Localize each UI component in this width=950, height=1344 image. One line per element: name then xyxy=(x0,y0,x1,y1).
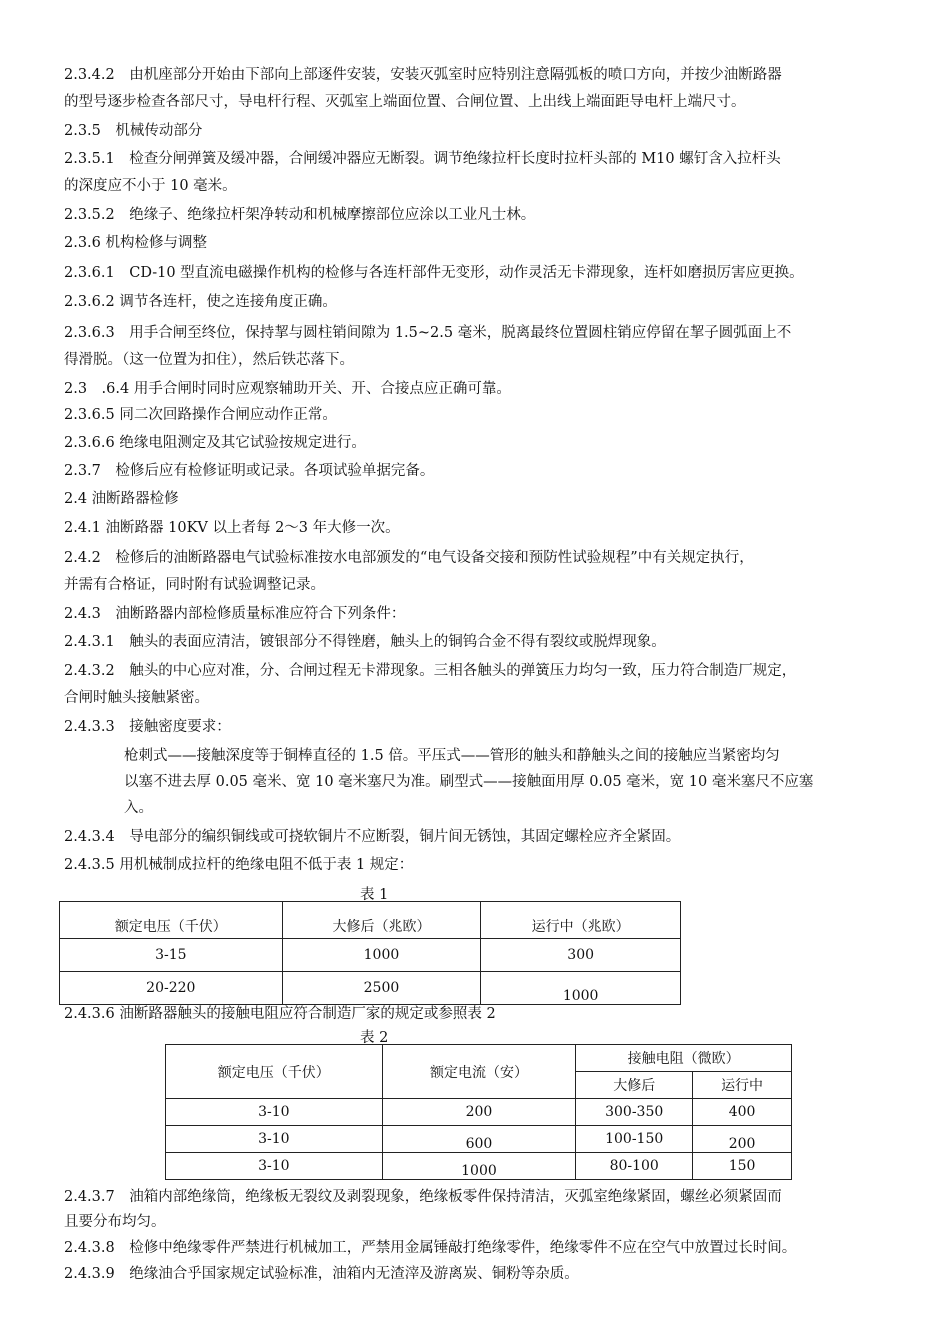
text-line: 2.3.6.2 调节各连杆，使之连接角度正确。 xyxy=(64,294,337,310)
text-line: 2.3.5.1 检查分闸弹簧及缓冲器，合闸缓冲器应无断裂。调节绝缘拉杆长度时拉杆头部的 M10 螺钉含入拉杆头 xyxy=(64,151,781,167)
text-line: 且要分布均匀。 xyxy=(64,1214,166,1230)
text-line: 的深度应不小于 10 毫米。 xyxy=(64,178,237,194)
text-line: 2.4.1 油断路器 10KV 以上者每 2〜3 年大修一次。 xyxy=(64,520,400,536)
table-header-cell: 额定电压（千伏） xyxy=(166,1045,383,1099)
table-cell: 3-10 xyxy=(166,1126,383,1153)
table-row xyxy=(166,1153,792,1180)
text-line: 2.4.3.5 用机械制成拉杆的绝缘电阻不低于表 1 规定： xyxy=(64,857,414,873)
table-cell: 80-100 xyxy=(576,1153,693,1180)
table-header-cell: 大修后（兆欧） xyxy=(282,902,481,939)
text-line: 2.3.7 检修后应有检修证明或记录。各项试验单据完备。 xyxy=(64,463,435,479)
table-cell: 600 xyxy=(382,1126,576,1153)
text-line: 2.3.6.5 同二次回路操作合闸应动作正常。 xyxy=(64,407,337,423)
table-row xyxy=(60,972,681,1005)
text-line: 的型号逐步检查各部尺寸，导电杆行程、灭弧室上端面位置、合闸位置、上出线上端面距导电杆上端尺寸。 xyxy=(64,94,746,110)
table-header-cell: 大修后 xyxy=(576,1072,693,1099)
text-line: 2.3.6.6 绝缘电阻测定及其它试验按规定进行。 xyxy=(64,435,366,451)
table-row xyxy=(166,1126,792,1153)
section-heading: 2.3.6 机构检修与调整 xyxy=(64,235,208,251)
text-line: 2.4.2 检修后的油断路器电气试验标准按水电部颁发的“电气设备交接和预防性试验规程”中有关规定执行， xyxy=(64,550,754,566)
text-line: 2.3 .6.4 用手合闸时同时应观察辅助开关、开、合接点应正确可靠。 xyxy=(64,381,511,397)
text-line: 得滑脱。（这一位置为扣住），然后铁芯落下。 xyxy=(64,352,354,368)
text-line: 2.3.5.2 绝缘子、绝缘拉杆架净转动和机械摩擦部位应涂以工业凡士林。 xyxy=(64,207,536,223)
table-cell: 200 xyxy=(382,1099,576,1126)
table-header-cell: 额定电流（安） xyxy=(382,1045,576,1099)
text-line: 2.4.3.9 绝缘油合乎国家规定试验标准，油箱内无渣滓及游离炭、铜粉等杂质。 xyxy=(64,1266,579,1282)
table-header-cell: 运行中（兆欧） xyxy=(481,902,681,939)
text-line: 合闸时触头接触紧密。 xyxy=(64,690,209,706)
table-header-row xyxy=(166,1045,792,1072)
text-line: 并需有合格证，同时附有试验调整记录。 xyxy=(64,577,325,593)
table-header-row xyxy=(60,902,681,939)
table-cell: 300 xyxy=(481,939,681,972)
text-line: 2.4.3.2 触头的中心应对准，分、合闸过程无卡滞现象。三相各触头的弹簧压力均匀一致，压力符合制造厂规定， xyxy=(64,663,797,679)
table-contact-resistance xyxy=(165,1044,792,1180)
table-cell: 2500 xyxy=(282,972,481,1005)
table-cell: 1000 xyxy=(382,1153,576,1180)
text-line: 2.3.6.3 用手合闸至终位，保持挈与圆柱销间隙为 1.5~2.5 毫米，脱离最终位置圆柱销应停留在挈子圆弧面上不 xyxy=(64,325,792,341)
table-insulation-resistance xyxy=(59,901,681,1005)
table-cell: 1000 xyxy=(481,972,681,1005)
table-cell: 3-10 xyxy=(166,1099,383,1126)
text-line: 2.4.3.1 触头的表面应清洁，镀银部分不得锉磨，触头上的铜钨合金不得有裂纹或脱焊现象。 xyxy=(64,634,666,650)
text-line: 2.4.3.4 导电部分的编织铜线或可挠软铜片不应断裂，铜片间无锈蚀，其固定螺栓应齐全紧固。 xyxy=(64,829,681,845)
table-cell: 150 xyxy=(693,1153,792,1180)
text-line: 入。 xyxy=(124,800,153,816)
table-caption: 表 2 xyxy=(360,1030,389,1046)
table-header-cell: 额定电压（千伏） xyxy=(60,902,283,939)
text-line: 2.4.3 油断路器内部检修质量标准应符合下列条件： xyxy=(64,606,406,622)
text-line: 2.4.3.3 接触密度要求： xyxy=(64,719,231,735)
text-line: 以塞不进去厚 0.05 毫米、宽 10 毫米塞尺为准。刷型式——接触面用厚 0.05 毫米，宽 10 毫米塞尺不应塞 xyxy=(124,774,814,790)
text-line: 2.3.4.2 由机座部分开始由下部向上部逐件安装，安装灭弧室时应特别注意隔弧板的喷口方向，并按少油断路器 xyxy=(64,67,782,83)
table-cell: 3-15 xyxy=(60,939,283,972)
table-cell: 20-220 xyxy=(60,972,283,1005)
text-line: 2.4.3.6 油断路器触头的接触电阻应符合制造厂家的规定或参照表 2 xyxy=(64,1006,496,1022)
table-cell: 1000 xyxy=(282,939,481,972)
table-header-cell: 接触电阻（微欧） xyxy=(576,1045,792,1072)
section-heading: 2.3.5 机械传动部分 xyxy=(64,123,203,139)
table-cell: 200 xyxy=(693,1126,792,1153)
text-line: 2.4.3.7 油箱内部绝缘筒，绝缘板无裂纹及剥裂现象，绝缘板零件保持清洁，灭弧室绝缘紧固，螺丝必须紧固而 xyxy=(64,1189,782,1205)
section-heading: 2.4 油断路器检修 xyxy=(64,491,179,507)
table-header-cell: 运行中 xyxy=(693,1072,792,1099)
table-cell: 300-350 xyxy=(576,1099,693,1126)
text-line: 枪刺式——接触深度等于铜棒直径的 1.5 倍。平压式——管形的触头和静触头之间的接触应当紧密均匀 xyxy=(124,748,780,764)
table-cell: 400 xyxy=(693,1099,792,1126)
table-caption: 表 1 xyxy=(360,887,389,903)
text-line: 2.4.3.8 检修中绝缘零件严禁进行机械加工，严禁用金属锤敲打绝缘零件，绝缘零件不应在空气中放置过长时间。 xyxy=(64,1240,797,1256)
table-cell: 100-150 xyxy=(576,1126,693,1153)
table-row xyxy=(60,939,681,972)
table-row xyxy=(166,1099,792,1126)
table-cell: 3-10 xyxy=(166,1153,383,1180)
text-line: 2.3.6.1 CD-10 型直流电磁操作机构的检修与各连杆部件无变形，动作灵活无卡滞现象，连杆如磨损厉害应更换。 xyxy=(64,265,804,281)
